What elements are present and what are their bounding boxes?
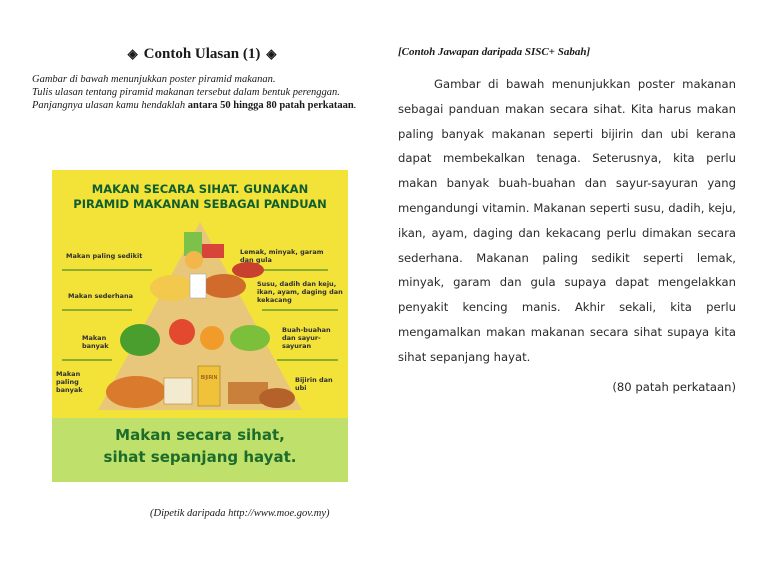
poster-heading: MAKAN SECARA SIHAT. GUNAKAN PIRAMID MAKANAN SEBAGAI PANDUAN — [73, 182, 327, 211]
source-citation: (Dipetik daripada http://www.moe.gov.my) — [150, 508, 330, 519]
label-dairy-protein: Susu, dadih dan keju, ikan, ayam, daging dan kekacang — [257, 280, 343, 304]
word-count: (80 patah perkataan) — [612, 379, 736, 394]
instruction-line: Panjangnya ulasan kamu hendaklah antara 50 hingga 80 patah perkataan. — [32, 100, 357, 111]
milk-carton-shape — [190, 274, 206, 298]
fruit-shape — [230, 325, 270, 351]
potato-shape — [259, 388, 295, 408]
word-limit: antara 50 hingga 80 patah perkataan — [187, 100, 354, 111]
answer-section — [398, 46, 736, 394]
answer-paragraph: Gambar di bawah menunjukkan poster makanan sebagai panduan makan secara sihat. Kita harus makan paling banyak makanan seperti bijirin dan ubi kerana dapat membekalkan tenaga. Seterusnya, kita perlu makan banyak buah-buahan dan sayur-sayuran yang mengandungi vitamin. Makanan seperti susu, dadih, keju, ikan, ayam, daging dan kekacang perlu dimakan secara sederhana. Makanan paling sedikit seperti lemak, minyak, garam dan gula supaya dapat mengelakkan penyakit kencing manis. Akhir sekali, kita perlu mengamalkan makan makanan secara sihat supaya kita sihat sepanjang hayat. — [398, 77, 736, 364]
label-most: Makan paling banyak — [56, 370, 83, 394]
instruction-line: Tulis ulasan tentang piramid makanan tersebut dalam bentuk perenggan. — [32, 87, 340, 98]
orange-shape — [200, 326, 224, 350]
diamond-icon: ◈ — [266, 46, 277, 61]
question-section — [32, 46, 372, 112]
label-fats: Lemak, minyak, garam dan gula — [240, 248, 324, 264]
tomato-shape — [169, 319, 195, 345]
label-grains: Bijirin dan ubi — [295, 376, 333, 392]
fish-shape — [232, 262, 264, 278]
butter-shape — [185, 251, 203, 269]
instruction-line: Gambar di bawah menunjukkan poster piramid makanan. — [32, 74, 276, 85]
sugar-box-shape — [202, 244, 224, 258]
diamond-icon: ◈ — [127, 46, 138, 61]
meat-shape — [202, 274, 246, 298]
poster-slogan: Makan secara sihat, sihat sepanjang hayat. — [52, 418, 348, 482]
food-pyramid-poster — [52, 170, 348, 482]
rice-bowl-shape — [164, 378, 192, 404]
label-fruits-vegetables: Buah-buahan dan sayur-sayuran — [282, 326, 331, 350]
vegetables-shape — [120, 324, 160, 356]
section-title: ◈ Contoh Ulasan (1) ◈ — [32, 46, 372, 63]
label-many: Makan banyak — [82, 334, 109, 350]
cheese-shape — [150, 275, 194, 301]
answer-heading: [Contoh Jawapan daripada SISC+ Sabah] — [398, 46, 591, 58]
cereal-box-label: BIJIRIN — [200, 375, 218, 381]
label-least: Makan paling sedikit — [66, 252, 143, 260]
label-moderate: Makan sederhana — [68, 292, 134, 300]
instructions — [32, 73, 372, 112]
cereal-box-shape — [198, 366, 220, 406]
bread-shape — [106, 376, 166, 408]
